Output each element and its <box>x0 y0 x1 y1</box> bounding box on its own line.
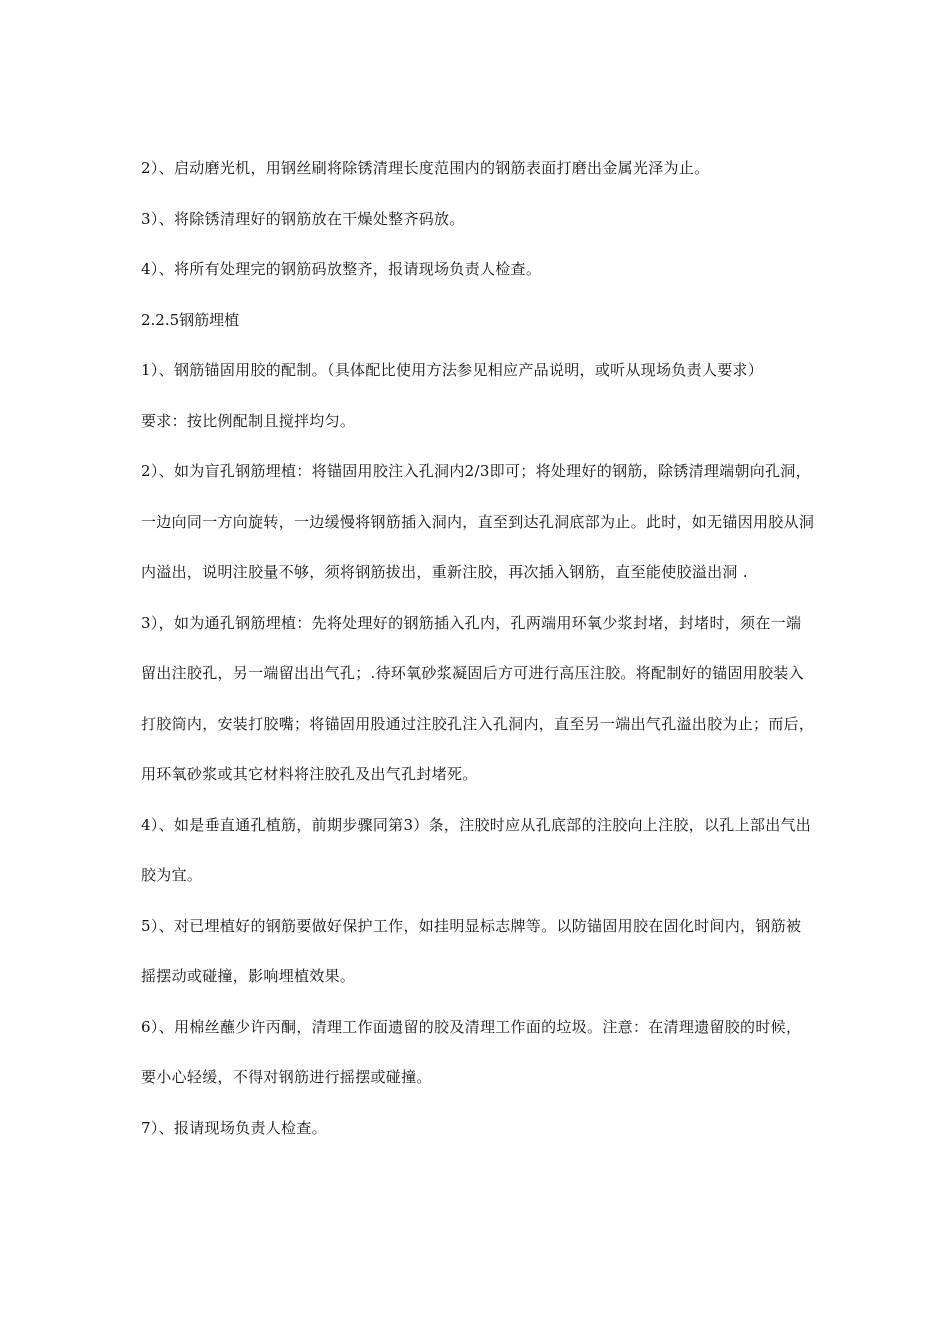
paragraph-step-3-stack: 3）、将除锈清理好的钢筋放在干燥处整齐码放。 <box>141 209 465 228</box>
section-heading: 2.2.5钢筋埋植 <box>141 310 240 329</box>
paragraph-vertical-hole: 4）、如是垂直通孔植筋，前期步骤同第3）条，注胶时应从孔底部的注胶向上注胶，以孔上部出气出胶为宜。 <box>141 815 812 884</box>
document-body <box>141 143 816 1153</box>
paragraph-through-hole: 3），如为通孔钢筋埋植：先将处理好的钢筋插入孔内，孔两端用环氧少浆封堵，封堵时，须在一端留出注胶孔，另一端留出出气孔；.待环氧砂浆凝固后方可进行高压注胶。将配制好的锚固用胶装入打胶筒内，安装打胶嘴；将锚固用股通过注胶孔注入孔洞内，直至另一端出气孔溢出胶为止；而后，用环氧砂浆或其它材料将注胶孔及出气孔封堵死。 <box>141 613 815 783</box>
paragraph-step-4-inspect: 4）、将所有处理完的钢筋码放整齐，报请现场负责人检查。 <box>141 260 542 278</box>
paragraph-final-inspection: 7）、报请现场负责人检查。 <box>141 1118 327 1137</box>
paragraph-cleanup: 6）、用棉丝蘸少许丙酮，清理工作面遗留的胶及清理工作面的垃圾。注意：在清理遗留胶的时候，要小心轻缓，不得对钢筋进行摇摆或碰撞。 <box>141 1017 802 1086</box>
paragraph-glue-mixing: 1）、钢筋锚固用胶的配制。（具体配比使用方法参见相应产品说明，或听从现场负责人要求） <box>141 361 764 379</box>
paragraph-mixing-requirement: 要求：按比例配制且搅拌均匀。 <box>141 411 356 430</box>
paragraph-blind-hole: 2）、如为盲孔钢筋埋植：将锚固用胶注入孔洞内2/3即可；将处理好的钢筋，除锈清理端朝向孔洞，一边向同一方向旋转，一边缓慢将钢筋插入洞内，直至到达孔洞底部为止。此时，如无锚因用胶从洞内溢出，说明注胶量不够，须将钢筋拔出，重新注胶，再次插入钢筋，直至能使胶溢出洞 . <box>141 462 815 581</box>
paragraph-step-2-polish: 2）、启动磨光机，用钢丝刷将除锈清理长度范围内的钢筋表面打磨出金属光泽为止。 <box>141 159 710 177</box>
paragraph-protection: 5）、对已埋植好的钢筋要做好保护工作，如挂明显标志牌等。以防锚固用胶在固化时间内，钢筋被摇摆动或碰撞，影响埋植效果。 <box>141 916 802 985</box>
